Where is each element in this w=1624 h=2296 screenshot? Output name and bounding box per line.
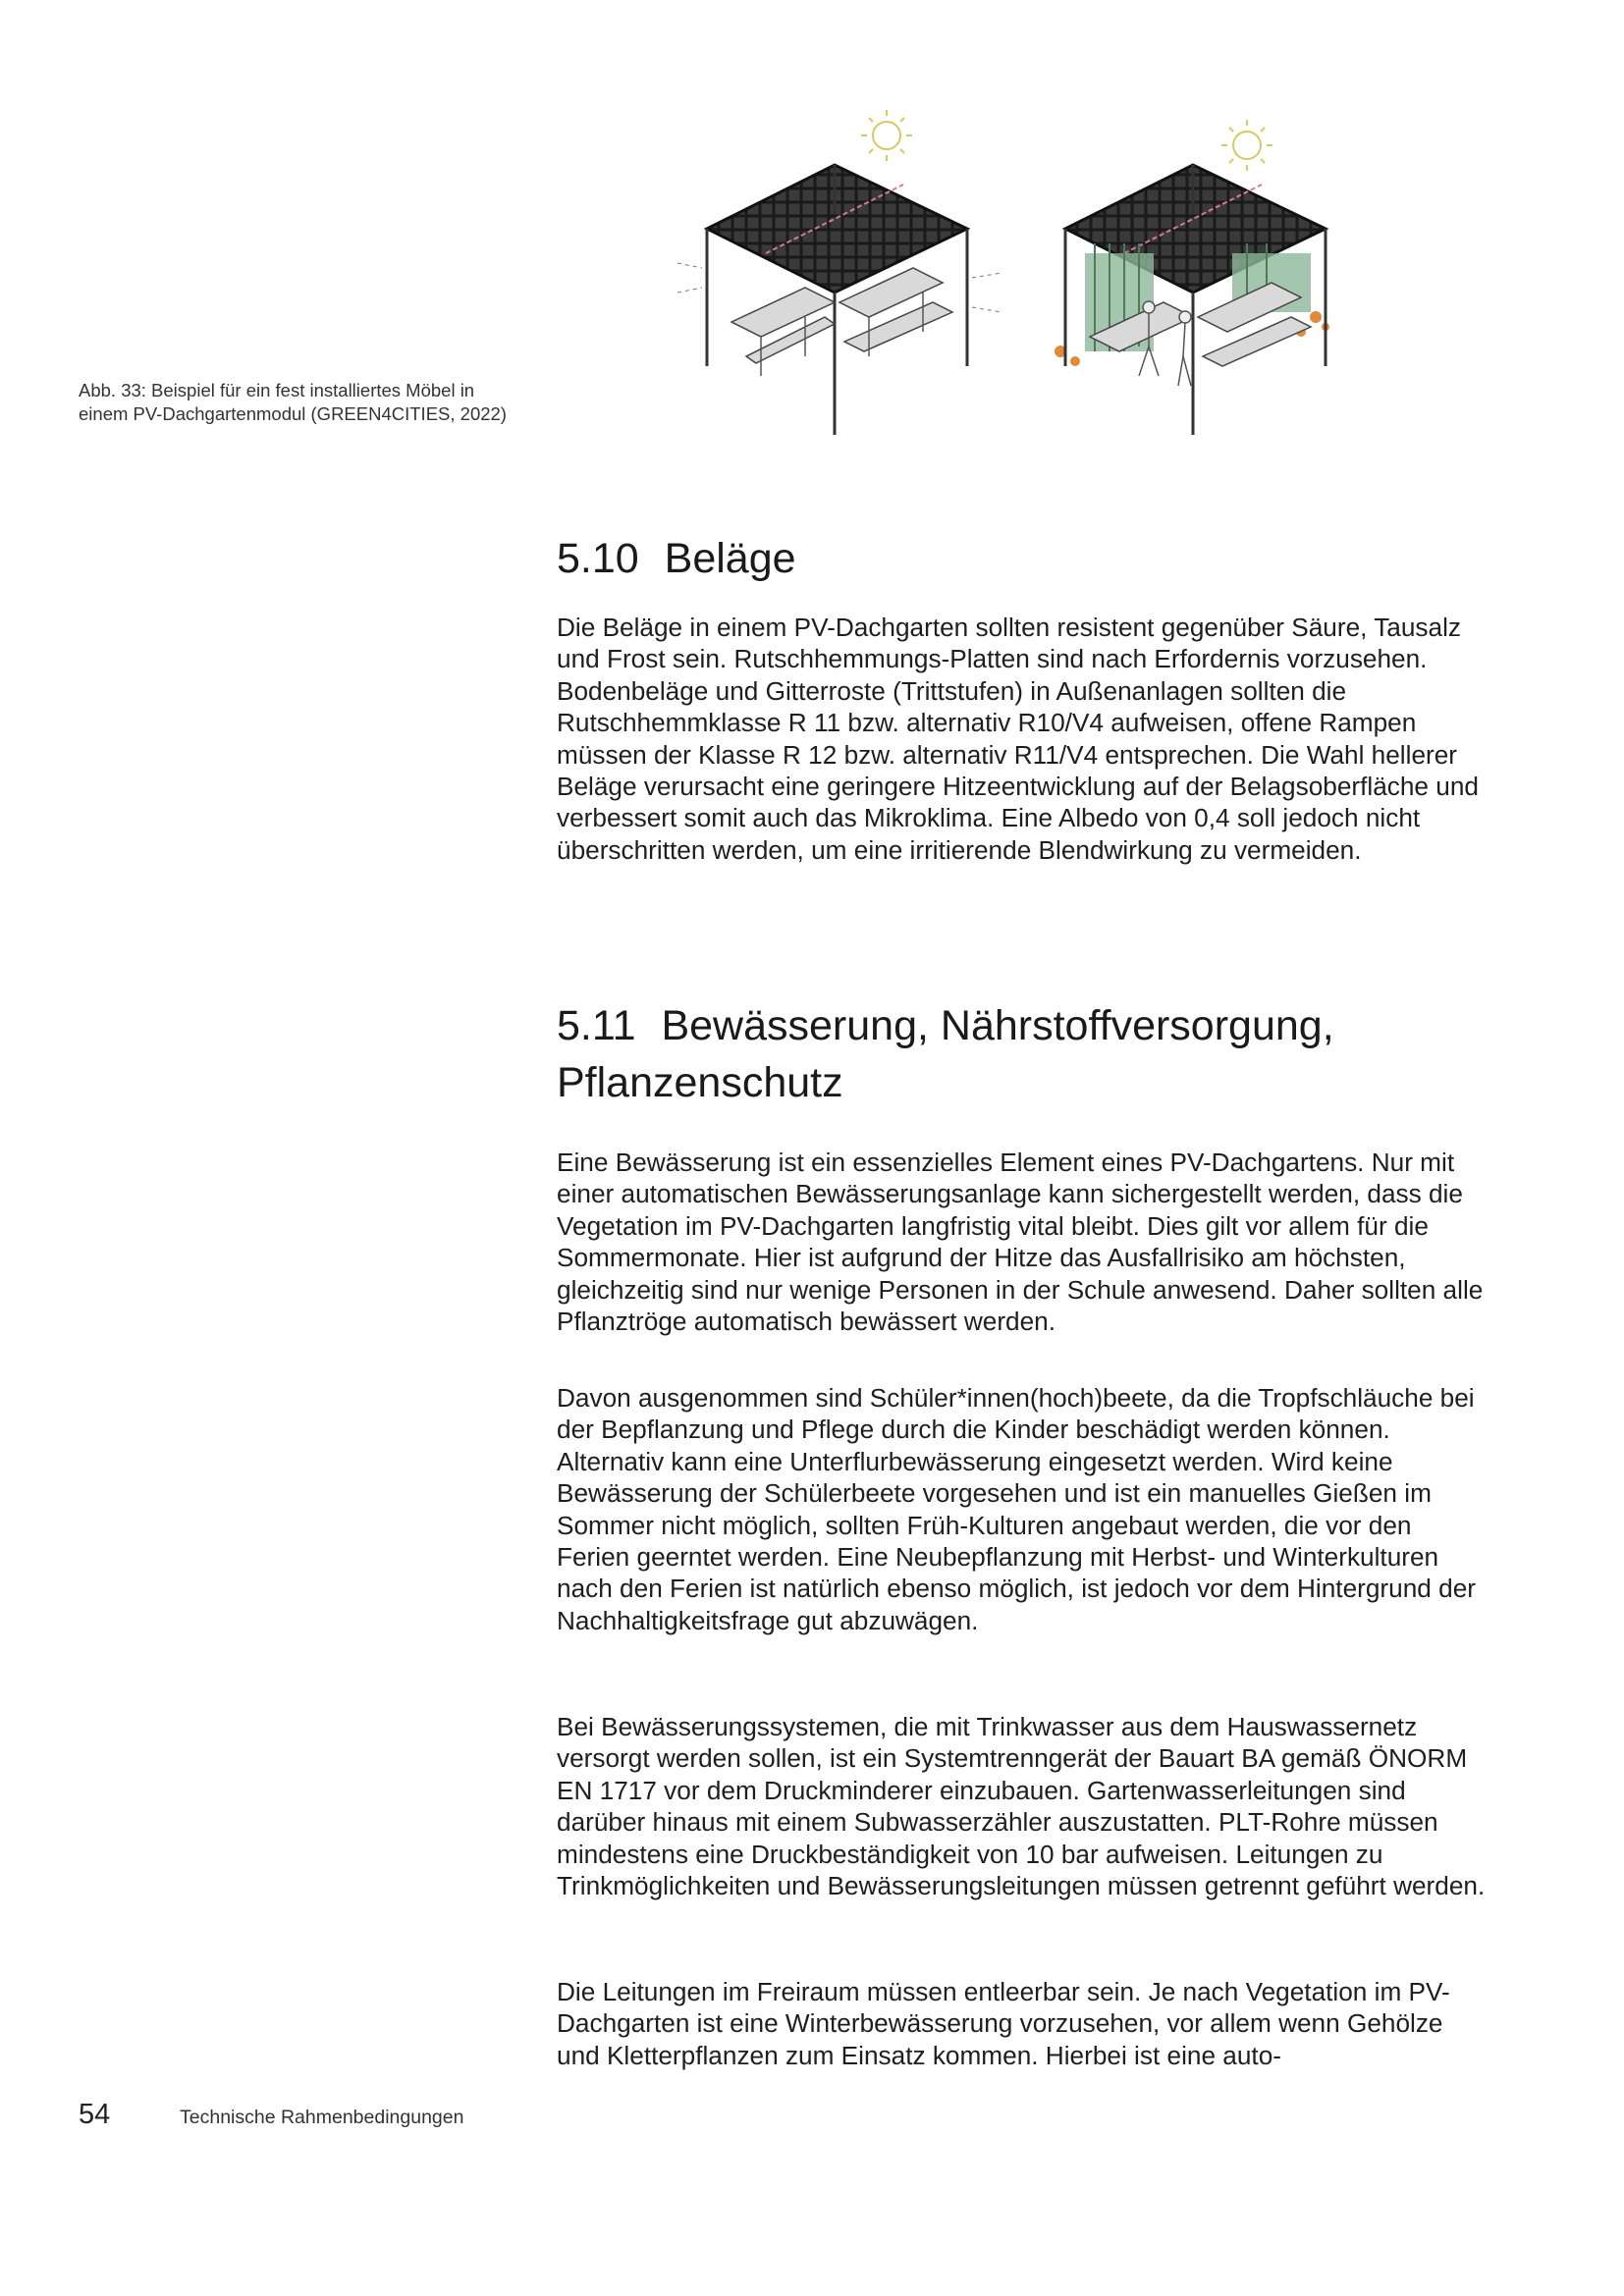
section-number: 5.10 <box>557 535 639 582</box>
module-without-plants <box>677 110 1001 435</box>
section-heading-5-10 <box>557 530 796 587</box>
running-footer: Technische Rahmenbedingungen <box>180 2107 464 2128</box>
paragraph: Die Leitungen im Freiraum müssen entleerbar sein. Je nach Vegetation im PV-Dachgarten ist eine Winterbewässerung vorzusehen, vor allem wenn Gehölze und Kletterpflanzen zum Einsatz kommen. Hierbei ist eine auto- <box>557 1977 1450 2070</box>
figure-caption: Abb. 33: Beispiel für ein fest installiertes Möbel in einem PV-Dachgartenmodul (GREEN4CITIES, 2022) <box>79 380 507 424</box>
paragraph: Die Beläge in einem PV-Dachgarten sollten resistent gegenüber Säure, Tausalz und Frost sein. Rutschhemmungs-Platten sind nach Erfordernis vorzusehen. Bodenbeläge und Gitterroste (Trittstufen) in Außenanlagen sollten die Rutschhemmklasse R 11 bzw. alternativ R10/V4 aufweisen, offene Rampen müssen der Klasse R 12 bzw. alternativ R11/V4 entsprechen. Die Wahl hellerer Beläge verursacht eine geringere Hitzeentwicklung auf der Belagsoberfläche und verbessert somit auch das Mikroklima. Eine Albedo von 0,4 soll jedoch nicht überschritten werden, um eine irritierende Blendwirkung zu vermeiden. <box>557 613 1479 865</box>
paragraph: Bei Bewässerungssystemen, die mit Trinkwasser aus dem Hauswassernetz versorgt werden sollen, ist ein Systemtrenngerät der Bauart BA gemäß ÖNORM EN 1717 vor dem Druckminderer einzubauen. Gartenwasserleitungen sind darüber hinaus mit einem Subwasserzähler auszustatten. PLT-Rohre müssen mindestens eine Druckbeständigkeit von 10 bar aufweisen. Leitungen zu Trinkmöglichkeiten und Bewässerungsleitungen müssen getrennt geführt werden. <box>557 1712 1486 1901</box>
figure-pv-roof-garden-modules <box>677 106 1365 479</box>
sun-icon <box>861 110 912 161</box>
module-with-plants <box>1055 120 1329 435</box>
section-title: Beläge <box>664 535 796 582</box>
section-title: Bewässerung, Nährstoffversorgung, Pflanzenschutz <box>557 1002 1334 1106</box>
paragraph: Eine Bewässerung ist ein essenzielles Element eines PV-Dachgartens. Nur mit einer automatischen Bewässerungsanlage kann sichergestellt werden, dass die Vegetation im PV-Dachgarten langfristig vital bleibt. Dies gilt vor allem für die Sommermonate. Hier ist aufgrund der Hitze das Ausfallrisiko am höchsten, gleichzeitig sind nur wenige Personen in der Schule anwesend. Daher sollten alle Pflanztröge automatisch bewässert werden. <box>557 1148 1484 1337</box>
paragraph: Davon ausgenommen sind Schüler*innen(hoch)beete, da die Tropfschläuche bei der Bepflanzung und Pflege durch die Kinder beschädigt werden können. Alternativ kann eine Unterflurbewässerung eingesetzt werden. Wird keine Bewässerung der Schülerbeete vorgesehen und ist ein manuelles Gießen im Sommer nicht möglich, sollten Früh-Kulturen angebaut werden, die vor den Ferien geerntet werden. Eine Neubepflanzung mit Herbst- und Winterkulturen nach den Ferien ist natürlich ebenso möglich, ist jedoch vor dem Hintergrund der Nachhaltigkeitsfrage gut abzuwägen. <box>557 1383 1476 1635</box>
section-heading-5-11 <box>557 997 1489 1111</box>
sun-icon <box>1221 120 1272 171</box>
page-number: 54 <box>79 2099 111 2130</box>
section-number: 5.11 <box>557 1002 636 1049</box>
